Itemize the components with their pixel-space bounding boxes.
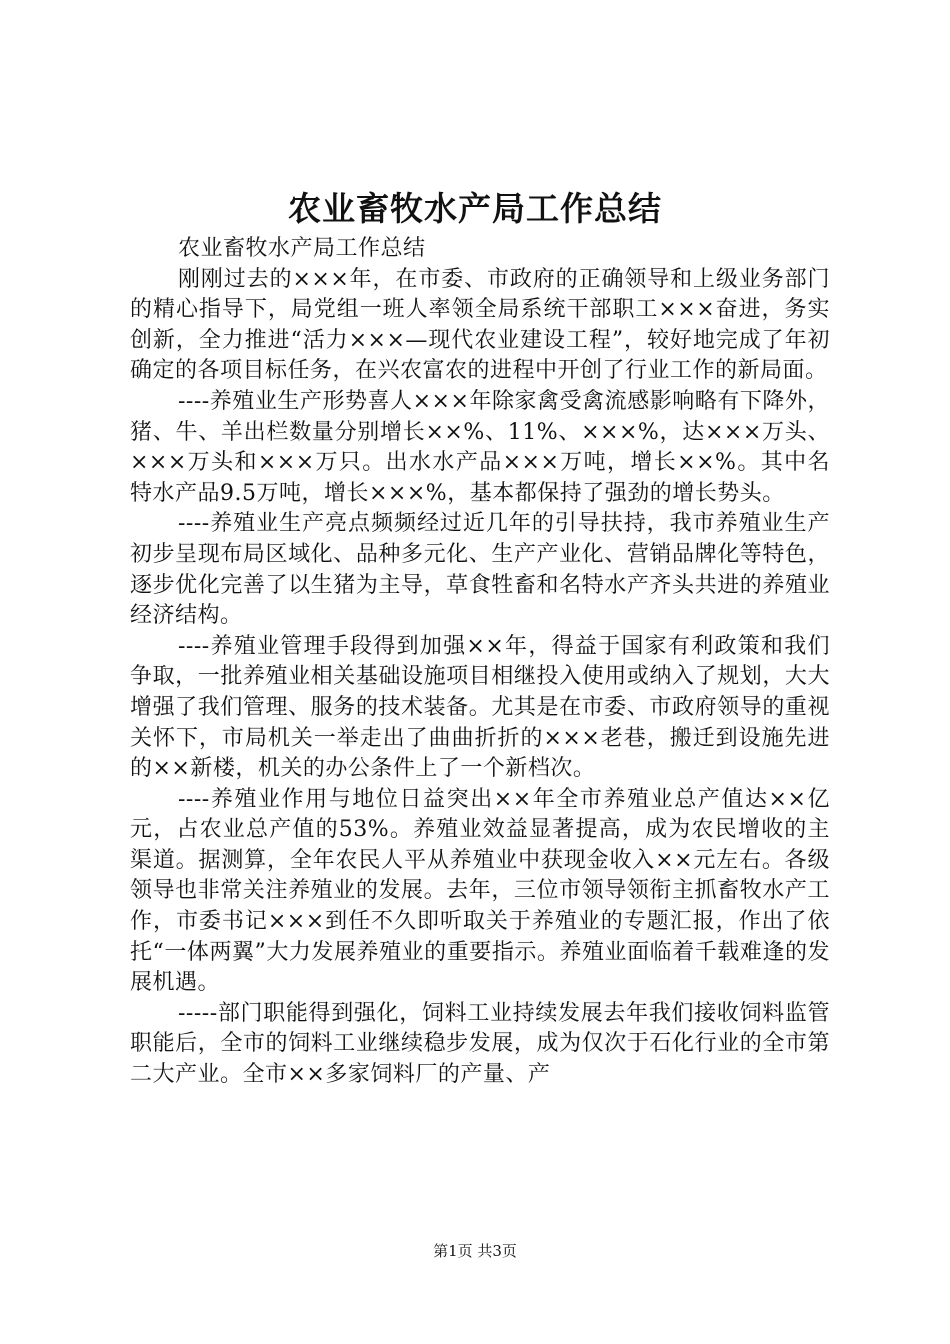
paragraph-management: ----养殖业管理手段得到加强××年，得益于国家有利政策和我们争取，一批养殖业相关基础设施项目相继投入使用或纳入了规划，大大增强了我们管理、服务的技术装备。尤其是在市委、市政府领导的重视关怀下，市局机关一举走出了曲曲折折的×××老巷，搬迁到设施先进的××新楼，机关的办公条件上了一个新档次。 <box>130 633 830 782</box>
document-body <box>130 234 830 1091</box>
document-title: 农业畜牧水产局工作总结 <box>288 189 662 228</box>
paragraph-intro: 刚刚过去的×××年，在市委、市政府的正确领导和上级业务部门的精心指导下，局党组一班人率领全局系统干部职工×××奋进，务实创新，全力推进“活力×××—现代农业建设工程”，较好地完成了年初确定的各项目标任务，在兴农富农的进程中开创了行业工作的新局面。 <box>130 266 830 384</box>
paragraph-role-status: ----养殖业作用与地位日益突出××年全市养殖业总产值达××亿元，占农业总产值的53%。养殖业效益显著提高，成为农民增收的主渠道。据测算，全年农民人平从养殖业中获现金收入××元左右。各级领导也非常关注养殖业的发展。去年，三位市领导领衔主抓畜牧水产工作，市委书记×××到任不久即听取关于养殖业的专题汇报，作出了依托“一体两翼”大力发展养殖业的重要指示。养殖业面临着千载难逢的发展机遇。 <box>130 786 830 996</box>
page-indicator: 第1页 共3页 <box>433 1242 517 1260</box>
paragraph-subtitle: 农业畜牧水产局工作总结 <box>178 236 426 261</box>
paragraph-production-situation: ----养殖业生产形势喜人×××年除家禽受禽流感影响略有下降外，猪、牛、羊出栏数量分别增长××%、11%、×××%，达×××万头、×××万头和×××万只。出水水产品×××万吨，增长××%。其中名特水产品9.5万吨，增长×××%，基本都保持了强劲的增长势头。 <box>130 388 830 506</box>
paragraph-feed-industry: -----部门职能得到强化，饲料工业持续发展去年我们接收饲料监管职能后，全市的饲料工业继续稳步发展，成为仅次于石化行业的全市第二大产业。全市××多家饲料厂的产量、产 <box>130 1000 830 1088</box>
paragraph-production-highlights: ----养殖业生产亮点频频经过近几年的引导扶持，我市养殖业生产初步呈现布局区域化、品种多元化、生产产业化、营销品牌化等特色，逐步优化完善了以生猪为主导，草食牲畜和名特水产齐头共进的养殖业经济结构。 <box>130 511 830 629</box>
